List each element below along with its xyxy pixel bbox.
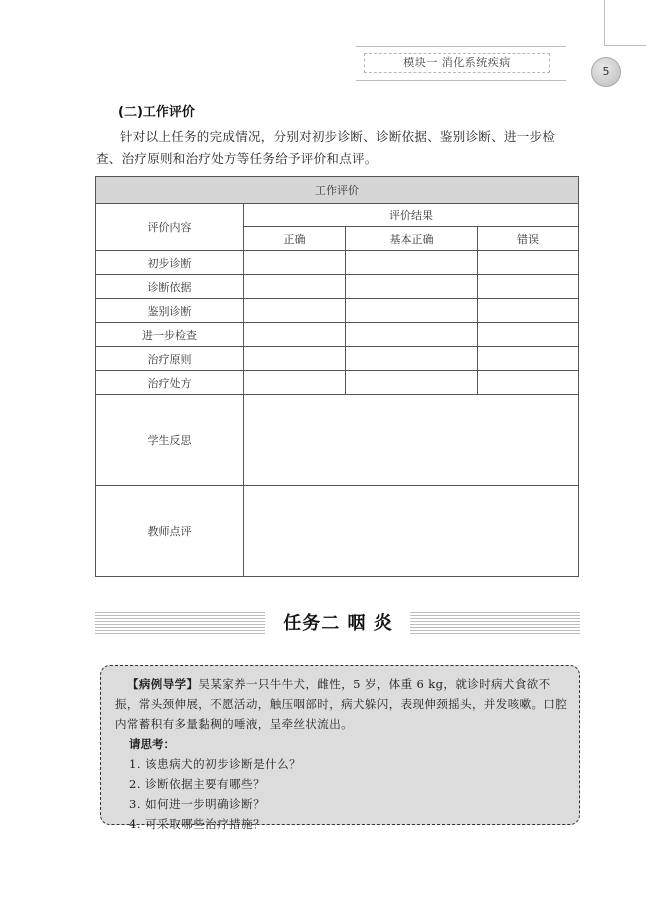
table-cell	[244, 347, 346, 371]
table-cell	[346, 371, 478, 395]
row-label: 诊断依据	[96, 275, 244, 299]
table-row	[96, 251, 579, 275]
table-cell	[244, 299, 346, 323]
student-reflection-area	[244, 395, 579, 486]
module-title: 模块一 消化系统疾病	[364, 53, 550, 73]
row-label: 进一步检查	[96, 323, 244, 347]
table-cell	[478, 323, 579, 347]
row-label: 治疗处方	[96, 371, 244, 395]
table-cell	[478, 275, 579, 299]
case-paragraph	[115, 674, 569, 734]
table-row	[96, 371, 579, 395]
header-corner-rule	[604, 45, 646, 46]
teacher-comment-area	[244, 486, 579, 577]
table-title: 工作评价	[96, 177, 579, 204]
question-list	[115, 754, 569, 834]
table-row	[96, 323, 579, 347]
table-cell	[346, 323, 478, 347]
table-row	[96, 347, 579, 371]
result-header: 评价结果	[244, 204, 579, 227]
table-cell	[478, 251, 579, 275]
list-item: 2. 诊断依据主要有哪些？	[129, 777, 266, 791]
table-cell	[346, 251, 478, 275]
student-reflection-label: 学生反思	[96, 395, 244, 486]
banner-lines-right	[410, 612, 580, 634]
table-cell	[478, 347, 579, 371]
case-box	[100, 665, 580, 831]
table-cell	[346, 275, 478, 299]
teacher-comment-label: 教师点评	[96, 486, 244, 577]
table-cell	[478, 371, 579, 395]
intro-paragraph: 针对以上任务的完成情况，分别对初步诊断、诊断依据、鉴别诊断、进一步检查、治疗原则和治疗处方等任务给予评价和点评。	[96, 129, 556, 166]
result-col-mostly-correct: 基本正确	[346, 227, 478, 251]
page-number: 5	[591, 57, 621, 87]
section-heading: (二)工作评价	[118, 105, 195, 120]
table-cell	[478, 299, 579, 323]
table-cell	[244, 275, 346, 299]
table-cell	[244, 323, 346, 347]
header-vertical-rule	[604, 0, 605, 45]
result-col-correct: 正确	[244, 227, 346, 251]
result-col-wrong: 错误	[478, 227, 579, 251]
table-cell	[244, 371, 346, 395]
list-item: 3. 如何进一步明确诊断？	[129, 797, 266, 811]
case-text: 吴某家养一只牛牛犬，雌性，5 岁，体重 6 kg，就诊时病犬食欲不振，常头颈伸展，不愿活动，触压咽部时，病犬躲闪，表现伸颈摇头，并发咳嗽。口腔内常蓄积有多量黏稠的唾液，呈牵丝状流出。	[115, 677, 568, 731]
list-item: 4. 可采取哪些治疗措施？	[129, 817, 266, 831]
table-row	[96, 299, 579, 323]
case-label: 【病例导学】	[127, 677, 199, 691]
table-row	[96, 275, 579, 299]
table-cell	[346, 299, 478, 323]
table-cell	[346, 347, 478, 371]
content-header: 评价内容	[96, 204, 244, 251]
row-label: 初步诊断	[96, 251, 244, 275]
think-heading: 请思考：	[129, 737, 175, 751]
row-label: 治疗原则	[96, 347, 244, 371]
row-label: 鉴别诊断	[96, 299, 244, 323]
evaluation-table	[95, 176, 579, 577]
banner-lines-left	[95, 612, 265, 634]
list-item: 1. 该患病犬的初步诊断是什么？	[129, 757, 302, 771]
task-title: 任务二 咽 炎	[283, 613, 393, 634]
table-cell	[244, 251, 346, 275]
